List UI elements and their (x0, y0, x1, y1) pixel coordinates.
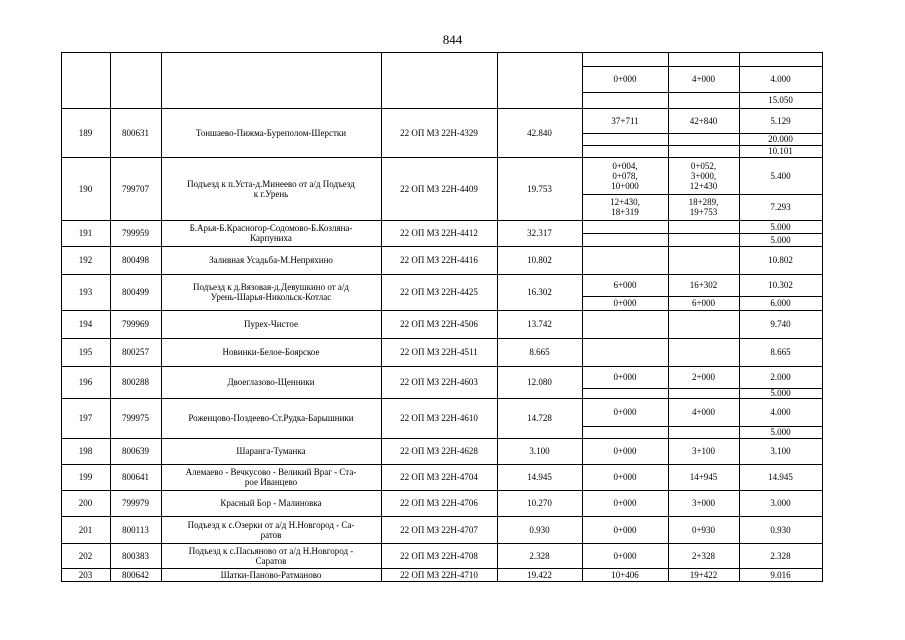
segment-end (668, 310, 739, 338)
segment-start (582, 338, 668, 366)
segment-length: 10.302 (768, 280, 793, 290)
row-number: 189 (78, 127, 93, 138)
road-code: 799979 (122, 498, 149, 508)
road-name: Подъезд к с.Озерки от а/д Н.Новгород - Са- ратов (187, 519, 355, 540)
segment-length: 4.000 (770, 74, 791, 84)
segment-start (582, 388, 668, 398)
road-name: Алемаево - Вечкусово - Великий Враг - Ста- рое Иванцево (185, 467, 357, 487)
segment-end (668, 52, 739, 66)
segment-start: 0+000 (613, 446, 637, 456)
registry-number: 22 ОП МЗ 22Н-4425 (400, 287, 478, 297)
road-code: 799959 (122, 228, 149, 238)
segment-length: 5.400 (770, 170, 791, 181)
road-length: 16.302 (527, 287, 552, 297)
segment-length: 2.000 (770, 372, 791, 382)
road-name: Тоншаево-Пижма-Буреполом-Шерстки (195, 127, 347, 138)
row-number: 196 (78, 377, 93, 387)
segment-length: 5.000 (770, 427, 791, 437)
segment-length: 20.000 (768, 134, 793, 144)
segment-length (739, 52, 822, 66)
road-name: Б.Арья-Б.Красногор-Содомово-Б.Козляна- Карпуниха (189, 223, 353, 243)
road-length: 8.665 (529, 347, 550, 357)
road-code: 800113 (122, 524, 149, 535)
segment-start: 6+000 (613, 280, 637, 290)
segment-end (668, 233, 739, 246)
road-name: Двоеглазово-Щенники (227, 377, 315, 387)
row-number: 190 (78, 183, 93, 194)
segment-start: 0+000 (613, 74, 637, 84)
row-number (61, 52, 110, 108)
road-name (161, 52, 381, 108)
segment-end (668, 220, 739, 233)
registry-number: 22 ОП МЗ 22Н-4710 (400, 569, 478, 580)
road-name: Заливная Усадьба-М.Непряхино (209, 255, 333, 265)
segment-length: 4.000 (770, 407, 791, 417)
segment-length: 6.000 (770, 298, 791, 308)
segment-end: 4+000 (691, 74, 716, 84)
road-length: 14.728 (527, 413, 552, 423)
page-number: 844 (442, 32, 463, 47)
segment-end (668, 246, 739, 274)
segment-end: 2+000 (691, 372, 716, 382)
segment-length: 10.802 (768, 255, 793, 265)
segment-length: 0.930 (770, 524, 791, 535)
segment-length: 9.740 (770, 319, 791, 329)
segment-start: 0+000 (613, 407, 637, 417)
road-length: 2.328 (529, 550, 550, 561)
segment-end (668, 133, 739, 145)
road-length: 12.080 (527, 377, 552, 387)
segment-start (582, 246, 668, 274)
segment-start (582, 145, 668, 157)
segment-end: 6+000 (691, 298, 716, 308)
segment-length: 7.293 (770, 202, 791, 212)
segment-length: 8.665 (770, 347, 791, 357)
segment-start: 0+000 (613, 372, 637, 382)
road-code: 799975 (122, 413, 149, 423)
row-number: 203 (78, 569, 93, 580)
road-name: Шатки-Паново-Ратманово (220, 569, 322, 580)
road-code: 800498 (122, 255, 149, 265)
registry-number: 22 ОП МЗ 22Н-4706 (400, 498, 478, 508)
road-length: 19.422 (527, 569, 552, 580)
registry-number: 22 ОП МЗ 22Н-4704 (400, 472, 478, 482)
segment-start (582, 233, 668, 246)
road-registry-table (61, 52, 822, 581)
road-name: Пурех-Чистое (244, 319, 298, 329)
road-name: Подъезд к п.Уста-д.Минеево от а/д Подъезд к г.Урень (187, 178, 355, 199)
road-code: 799969 (122, 319, 149, 329)
table-rule (61, 581, 823, 582)
segment-end (668, 338, 739, 366)
road-code: 799707 (122, 183, 149, 194)
segment-end (668, 426, 739, 438)
segment-start (582, 220, 668, 233)
road-length: 10.270 (527, 498, 552, 508)
segment-end: 14+945 (689, 472, 718, 482)
row-number: 197 (78, 413, 93, 423)
registry-number: 22 ОП МЗ 22Н-4506 (400, 319, 478, 329)
segment-start (582, 310, 668, 338)
road-length: 14.945 (527, 472, 552, 482)
row-number: 198 (78, 446, 93, 456)
segment-length: 15.050 (768, 95, 793, 105)
road-length: 42.840 (527, 127, 552, 138)
row-number: 194 (78, 319, 93, 329)
road-code (110, 52, 161, 108)
segment-end (668, 92, 739, 108)
registry-number: 22 ОП МЗ 22Н-4329 (400, 127, 478, 138)
segment-length: 2.328 (770, 550, 791, 561)
registry-number: 22 ОП МЗ 22Н-4412 (400, 228, 478, 238)
segment-start: 0+004, 0+078, 10+000 (611, 160, 639, 191)
road-length: 10.802 (527, 255, 552, 265)
road-length: 32.317 (527, 228, 552, 238)
segment-start: 0+000 (613, 550, 637, 561)
road-length: 0.930 (529, 524, 550, 535)
road-length: 3.100 (529, 446, 550, 456)
segment-start: 0+000 (613, 298, 637, 308)
road-name: Красный Бор - Малиновка (220, 498, 322, 508)
registry-number: 22 ОП МЗ 22Н-4409 (400, 183, 478, 194)
segment-length: 5.129 (770, 115, 791, 126)
road-code: 800288 (122, 377, 149, 387)
segment-length: 5.000 (770, 234, 791, 245)
road-name: Роженцово-Поздеево-Ст.Рудка-Барышники (188, 413, 354, 423)
row-number: 200 (78, 498, 93, 508)
row-number: 201 (78, 524, 93, 535)
row-number: 191 (78, 228, 93, 238)
table-rule (822, 52, 823, 582)
road-name: Подъезд к д.Вязовая-д.Девушкино от а/д Урень-Шарья-Никольск-Котлас (193, 282, 349, 302)
row-number: 193 (78, 287, 93, 297)
segment-end: 3+000 (691, 498, 716, 508)
segment-end: 16+302 (689, 280, 718, 290)
row-number: 199 (78, 472, 93, 482)
segment-end: 2+328 (691, 550, 716, 561)
road-code: 800642 (122, 569, 149, 580)
segment-start: 12+430, 18+319 (610, 197, 640, 217)
registry-number: 22 ОП МЗ 22Н-4416 (400, 255, 478, 265)
road-length: 13.742 (527, 319, 552, 329)
road-name: Подъезд к с.Пасьяново от а/д Н.Новгород - Саратов (188, 545, 354, 566)
registry-number: 22 ОП МЗ 22Н-4511 (400, 347, 478, 357)
road-code: 800257 (122, 347, 149, 357)
segment-start (582, 426, 668, 438)
segment-start: 0+000 (613, 498, 637, 508)
segment-length: 5.000 (770, 221, 791, 232)
segment-length: 5.000 (770, 388, 791, 398)
registry-number: 22 ОП МЗ 22Н-4708 (400, 550, 478, 561)
segment-start (582, 133, 668, 145)
segment-end: 18+289, 19+753 (688, 197, 719, 217)
segment-end: 0+052, 3+000, 12+430 (689, 160, 718, 191)
segment-start: 37+711 (611, 115, 639, 126)
segment-start (582, 92, 668, 108)
segment-end: 19+422 (689, 569, 718, 580)
segment-end: 3+100 (691, 446, 716, 456)
segment-start (582, 52, 668, 66)
row-number: 195 (78, 347, 93, 357)
segment-start: 10+406 (611, 569, 639, 580)
segment-end (668, 388, 739, 398)
segment-length: 10.101 (768, 146, 793, 156)
registry-number: 22 ОП МЗ 22Н-4603 (400, 377, 478, 387)
segment-length: 9.016 (770, 569, 791, 580)
road-code: 800639 (122, 446, 149, 456)
road-code: 800641 (122, 472, 149, 482)
segment-length: 3.000 (770, 498, 791, 508)
segment-end (668, 145, 739, 157)
road-name: Новинки-Белое-Боярское (222, 347, 320, 357)
road-length (497, 52, 582, 108)
road-name: Шаранга-Туманка (236, 446, 306, 456)
row-number: 202 (78, 550, 93, 561)
segment-start: 0+000 (613, 472, 637, 482)
segment-start: 0+000 (613, 524, 637, 535)
road-code: 800499 (122, 287, 149, 297)
segment-end: 4+000 (691, 407, 716, 417)
registry-number: 22 ОП МЗ 22Н-4707 (400, 524, 478, 535)
segment-end: 0+930 (691, 524, 716, 535)
registry-number (381, 52, 497, 108)
registry-number: 22 ОП МЗ 22Н-4610 (400, 413, 478, 423)
segment-length: 14.945 (768, 472, 793, 482)
segment-end: 42+840 (689, 115, 718, 126)
row-number: 192 (78, 255, 93, 265)
road-code: 800631 (122, 127, 149, 138)
road-code: 800383 (122, 550, 149, 561)
road-length: 19.753 (527, 183, 552, 194)
registry-number: 22 ОП МЗ 22Н-4628 (400, 446, 478, 456)
segment-length: 3.100 (770, 446, 791, 456)
